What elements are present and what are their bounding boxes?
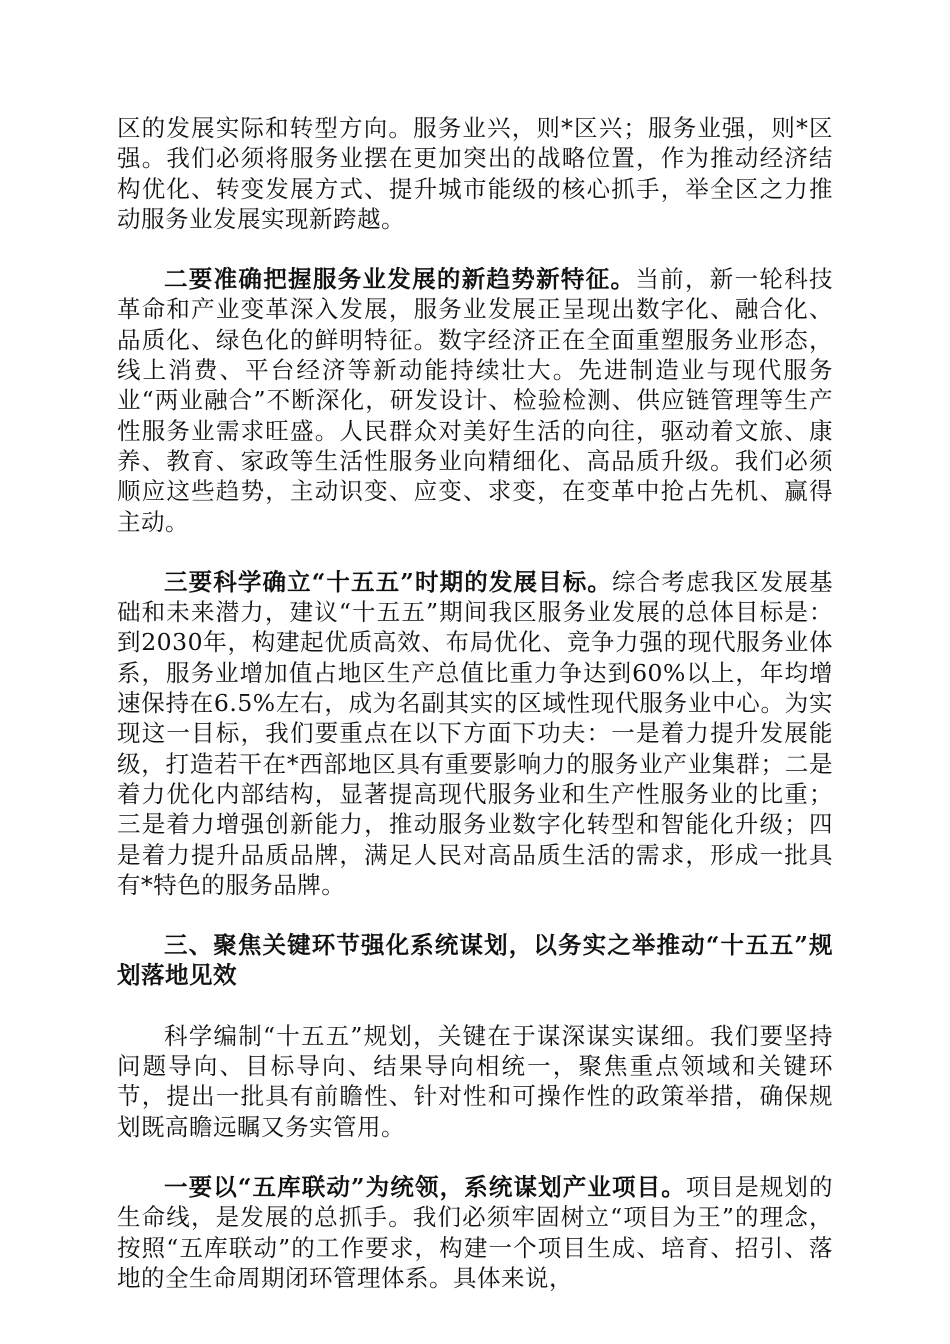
paragraph-projects [117, 1172, 833, 1293]
paragraph-trends [117, 264, 833, 537]
paragraph-gap [117, 900, 833, 930]
paragraph-goals [117, 567, 833, 900]
paragraph-lead: 一要以“五库联动”为统领，系统谋划产业项目。 [164, 1172, 686, 1201]
paragraph-lead: 三要科学确立“十五五”时期的发展目标。 [164, 567, 612, 596]
paragraph-gap [117, 234, 833, 264]
paragraph-continuation [117, 113, 833, 234]
paragraph-text: 综合考虑我区发展基础和未来潜力，建议“十五五”期间我区服务业发展的总体目标是：到2030年，构建起优质高效、布局优化、竞争力强的现代服务业体系，服务业增加值占地区生产总值比重力争达到60%以上，年均增速保持在6.5%左右，成为名副其实的区域性现代服务业中心。为实现这一目标，我们要重点在以下方面下功夫：一是着力提升发展能级，打造若干在*西部地区具有重要影响力的服务业产业集群；二是着力优化内部结构，显著提高现代服务业和生产性服务业的比重；三是着力增强创新能力，推动服务业数字化转型和智能化升级；四是着力提升品质品牌，满足人民对高品质生活的需求，形成一批具有*特色的服务品牌。 [117, 567, 833, 899]
document-page [117, 113, 833, 1293]
paragraph-gap [117, 991, 833, 1021]
section-intro: 科学编制“十五五”规划，关键在于谋深谋实谋细。我们要坚持问题导向、目标导向、结果导向相统一，聚焦重点领域和关键环节，提出一批具有前瞻性、针对性和可操作性的政策举措，确保规划既高瞻远瞩又务实管用。 [117, 1021, 833, 1141]
section-heading: 三、聚焦关键环节强化系统谋划，以务实之举推动“十五五”规划落地见效 [117, 931, 833, 990]
paragraph-text: 项目是规划的生命线，是发展的总抓手。我们必须牢固树立“项目为王”的理念，按照“五库联动”的工作要求，构建一个项目生成、培育、招引、落地的全生命周期闭环管理体系。具体来说， [117, 1172, 833, 1292]
paragraph-gap [117, 537, 833, 567]
paragraph-lead: 二要准确把握服务业发展的新趋势新特征。 [164, 265, 636, 294]
paragraph-text: 区的发展实际和转型方向。服务业兴，则*区兴；服务业强，则*区强。我们必须将服务业摆在更加突出的战略位置，作为推动经济结构优化、转变发展方式、提升城市能级的核心抓手，举全区之力推动服务业发展实现新跨越。 [117, 114, 833, 233]
paragraph-gap [117, 1142, 833, 1172]
paragraph-text: 当前，新一轮科技革命和产业变革深入发展，服务业发展正呈现出数字化、融合化、品质化、绿色化的鲜明特征。数字经济正在全面重塑服务业形态，线上消费、平台经济等新动能持续壮大。先进制造业与现代服务业“两业融合”不断深化，研发设计、检验检测、供应链管理等生产性服务业需求旺盛。人民群众对美好生活的向往，驱动着文旅、康养、教育、家政等生活性服务业向精细化、高品质升级。我们必须顺应这些趋势，主动识变、应变、求变，在变革中抢占先机、赢得主动。 [117, 265, 834, 536]
